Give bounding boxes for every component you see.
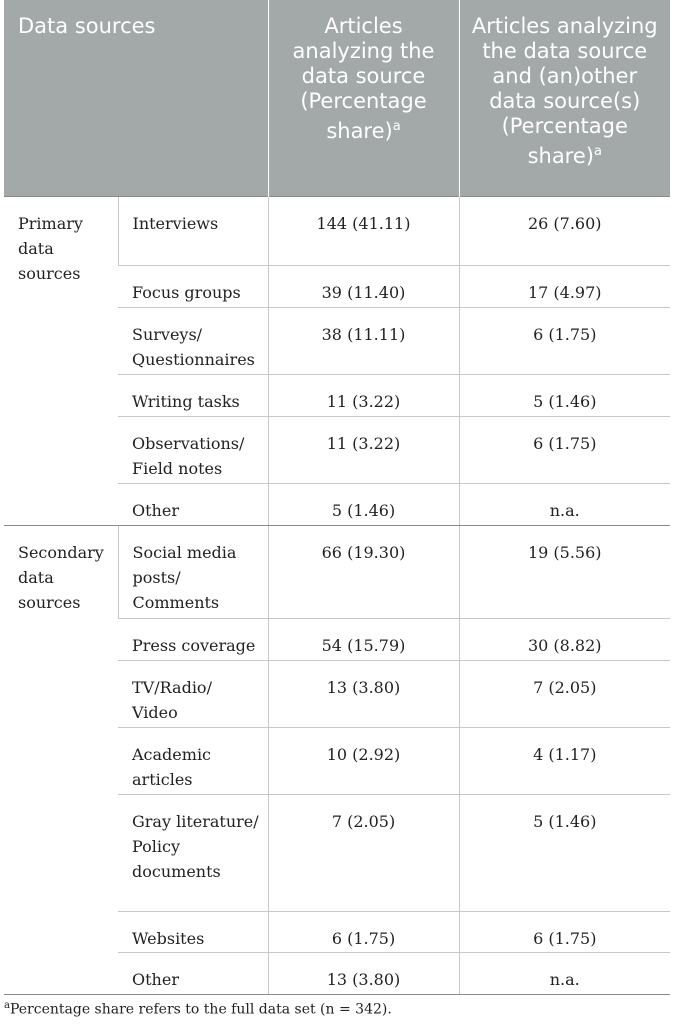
header-articles-single: Articles analyzing the data source (Percentage share)$^a$ [268, 0, 459, 196]
source-cell: Interviews [118, 196, 268, 265]
data-sources-table [4, 0, 670, 995]
header-row [4, 0, 670, 196]
value-cell: 30 (8.82) [459, 618, 670, 660]
value-cell: 6 (1.75) [459, 911, 670, 952]
value-cell: 66 (19.30) [268, 525, 459, 618]
source-cell: Writing tasks [118, 374, 268, 416]
value-cell: n.a. [459, 483, 670, 525]
value-cell: 26 (7.60) [459, 196, 670, 265]
source-cell: Other [118, 483, 268, 525]
value-cell: 38 (11.11) [268, 307, 459, 374]
value-cell: 7 (2.05) [459, 660, 670, 727]
source-cell: Press coverage [118, 618, 268, 660]
source-cell: TV/Radio/ Video [118, 660, 268, 727]
value-cell: 17 (4.97) [459, 265, 670, 307]
header-data-sources: Data sources [4, 0, 268, 196]
value-cell: 39 (11.40) [268, 265, 459, 307]
source-cell: Focus groups [118, 265, 268, 307]
value-cell: 11 (3.22) [268, 374, 459, 416]
value-cell: 5 (1.46) [268, 483, 459, 525]
source-cell: Social media posts/ Comments [118, 525, 268, 618]
source-cell: Observations/ Field notes [118, 416, 268, 483]
table-row [4, 525, 670, 618]
value-cell: 5 (1.46) [459, 794, 670, 911]
source-cell: Other [118, 952, 268, 994]
source-cell: Surveys/ Questionnaires [118, 307, 268, 374]
value-cell: 13 (3.80) [268, 952, 459, 994]
value-cell: 6 (1.75) [459, 416, 670, 483]
value-cell: n.a. [459, 952, 670, 994]
header-articles-combined: Articles analyzing the data source and (an)other data source(s) (Percentage share)$^a$ [459, 0, 670, 196]
source-cell: Websites [118, 911, 268, 952]
value-cell: 13 (3.80) [268, 660, 459, 727]
value-cell: 144 (41.11) [268, 196, 459, 265]
group-label-secondary: Secondary data sources [4, 525, 118, 994]
value-cell: 19 (5.56) [459, 525, 670, 618]
value-cell: 6 (1.75) [268, 911, 459, 952]
value-cell: 11 (3.22) [268, 416, 459, 483]
group-label-primary: Primary data sources [4, 196, 118, 525]
value-cell: 7 (2.05) [268, 794, 459, 911]
value-cell: 5 (1.46) [459, 374, 670, 416]
table-footnote: $^a$Percentage share refers to the full data set (n = 342). [4, 1000, 392, 1018]
table-row [4, 196, 670, 265]
value-cell: 4 (1.17) [459, 727, 670, 794]
value-cell: 6 (1.75) [459, 307, 670, 374]
value-cell: 54 (15.79) [268, 618, 459, 660]
source-cell: Gray literature/ Policy documents [118, 794, 268, 911]
value-cell: 10 (2.92) [268, 727, 459, 794]
source-cell: Academic articles [118, 727, 268, 794]
